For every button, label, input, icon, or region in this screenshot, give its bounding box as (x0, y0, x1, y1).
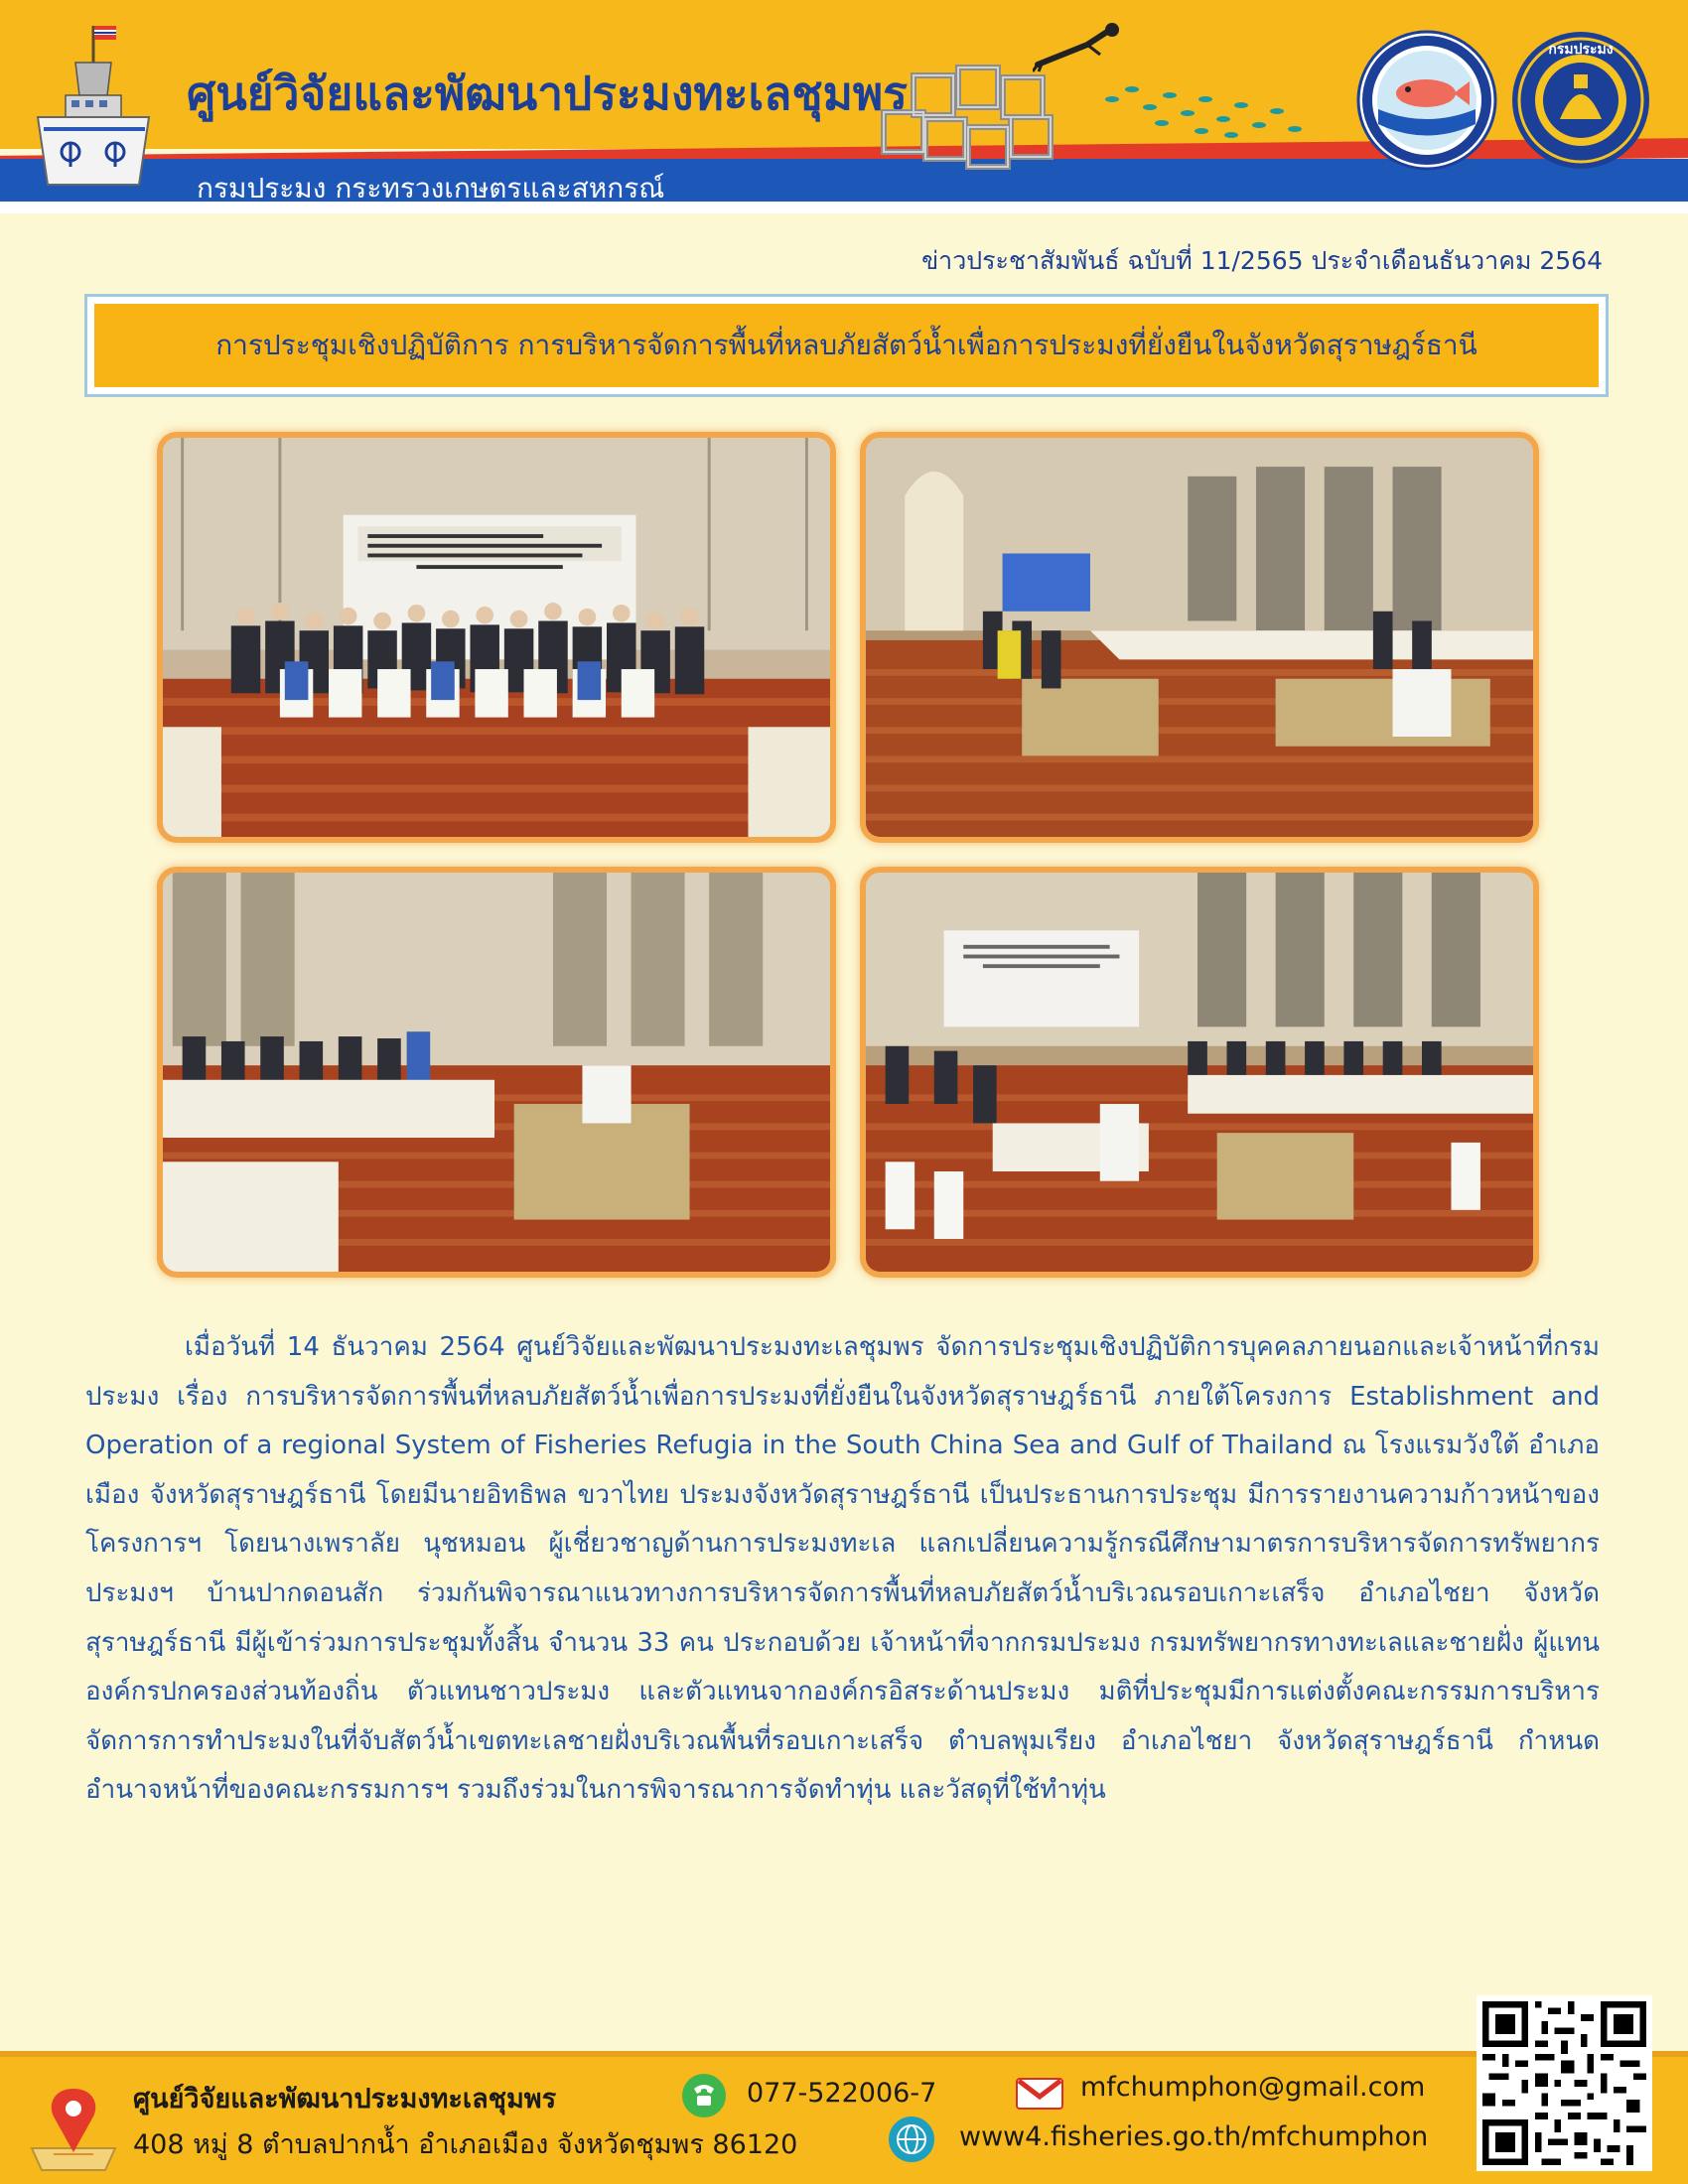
research-center-logo-icon (1356, 30, 1497, 171)
phone-icon (681, 2073, 727, 2118)
footer-top-line (0, 2051, 1688, 2057)
location-pin-icon (24, 2083, 123, 2172)
footer-org-name: ศูนย์วิจัยและพัฒนาประมงทะเลชุมพร (133, 2084, 557, 2115)
header-subtitle: กรมประมง กระทรวงเกษตรและสหกรณ์ (197, 172, 665, 205)
department-of-fisheries-seal-icon (1510, 30, 1651, 171)
photo-head-table (157, 867, 836, 1278)
photo-participants-voting (860, 867, 1539, 1278)
photo-group-portrait (157, 432, 836, 843)
issue-line: ข่าวประชาสัมพันธ์ ฉบับที่ 11/2565 ประจำเดือนธันวาคม 2564 (921, 246, 1603, 275)
web-globe-icon (887, 2115, 936, 2164)
cubes-illustration-icon (874, 58, 1082, 187)
title-box (94, 304, 1599, 387)
fish-school-icon (1092, 69, 1321, 149)
email-icon (1015, 2075, 1064, 2113)
footer-phone[interactable]: 077-522006-7 (747, 2078, 937, 2109)
title-frame (84, 294, 1609, 397)
header-title: ศูนย์วิจัยและพัฒนาประมงทะเลชุมพร (187, 67, 908, 120)
seal-lettering: กรมประมง (1548, 42, 1614, 58)
page-header (0, 0, 1688, 213)
article-title: การประชุมเชิงปฏิบัติการ การบริหารจัดการพื้นที่หลบภัยสัตว์น้ำเพื่อการประมงที่ยั่งยืนในจังหวัดสุราษฎร์ธานี (215, 329, 1477, 361)
qr-code-icon[interactable] (1477, 1995, 1652, 2171)
ship-logo-icon (36, 18, 155, 192)
diver-icon (1033, 20, 1132, 74)
footer-email[interactable]: mfchumphon@gmail.com (1080, 2072, 1426, 2103)
footer-address: 408 หมู่ 8 ตำบลปากน้ำ อำเภอเมือง จังหวัดชุมพร 86120 (133, 2129, 798, 2160)
article-body: เมื่อวันที่ 14 ธันวาคม 2564 ศูนย์วิจัยและพัฒนาประมงทะเลชุมพร จัดการประชุมเชิงปฏิบัติการบุคคลภายนอกและเจ้าหน้าที่กรมประมง เรื่อง การบริหารจัดการพื้นที่หลบภัยสัตว์น้ำเพื่อการประมงที่ยั่งยืนในจังหวัดสุราษฎร์ธานี ภายใต้โครงการ Establishment and Operation of a regional System of Fisheries Refugia in the South China Sea and Gulf of Thailand ณ โรงแรมวังใต้ อำเภอเมือง จังหวัดสุราษฎร์ธานี โดยมีนายอิทธิพล ขวาไทย ประมงจังหวัดสุราษฎร์ธานี เป็นประธานการประชุม มีการรายงานความก้าวหน้าของโครงการฯ โดยนางเพราลัย นุชหมอน ผู้เชี่ยวชาญด้านการประมงทะเล แลกเปลี่ยนความรู้กรณีศึกษามาตรการบริหารจัดการทรัพยากรประมงฯ บ้านปากดอนสัก ร่วมกันพิจารณาแนวทางการบริหารจัดการพื้นที่หลบภัยสัตว์น้ำบริเวณรอบเกาะเสร็จ อำเภอไชยา จังหวัดสุราษฎร์ธานี มีผู้เข้าร่วมการประชุมทั้งสิ้น จำนวน 33 คน ประกอบด้วย เจ้าหน้าที่จากกรมประมง กรมทรัพยากรทางทะเลและชายฝั่ง ผู้แทนองค์กรปกครองส่วนท้องถิ่น ตัวแทนชาวประมง และตัวแทนจากองค์กรอิสระด้านประมง มติที่ประชุมมีการแต่งตั้งคณะกรรมการบริหารจัดการการทำประมงในที่จับสัตว์น้ำเขตทะเลชายฝั่งบริเวณพื้นที่รอบเกาะเสร็จ ตำบลพุมเรียง อำเภอไชยา จังหวัดสุราษฎร์ธานี กำหนดอำนาจหน้าที่ของคณะกรรมการฯ รวมถึงร่วมในการพิจารณาการจัดทำทุ่น และวัสดุที่ใช้ทำทุ่น (85, 1332, 1600, 1806)
footer-website[interactable]: www4.fisheries.go.th/mfchumphon (959, 2121, 1429, 2152)
photo-meeting-room-wide (860, 432, 1539, 843)
